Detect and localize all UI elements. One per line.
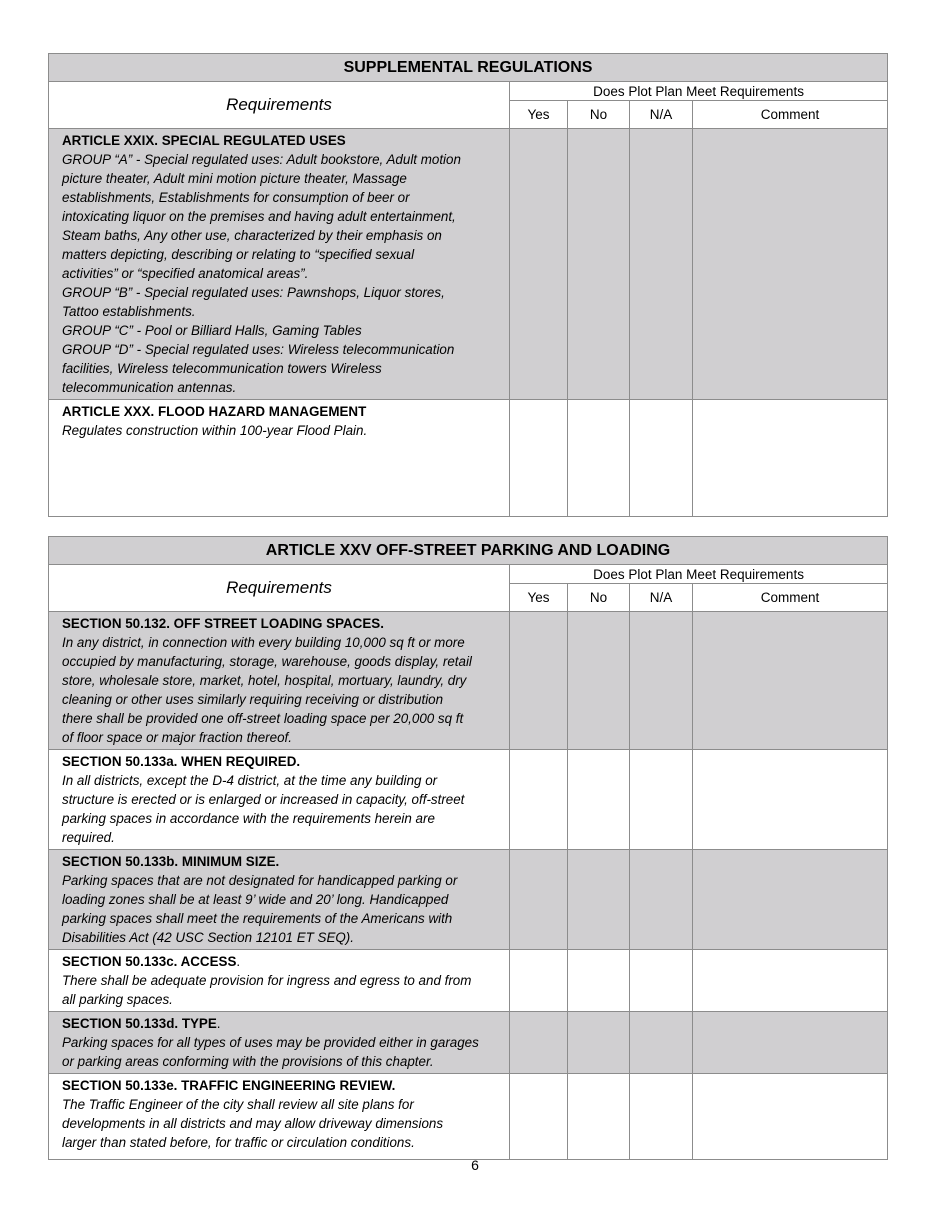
requirement-body: In any district, in connection with every building 10,000 sq ft or more occupied by manufacturing, storage, warehouse, goods display, retail store, wholesale store, market, hotel, hospital, mortuary, laundry, dry cleaning or other uses similarly requiring receiving or distribution there shall be provided one off-street loading space per 20,000 sq ft of floor space or major fraction thereof. (62, 635, 472, 745)
requirement-body: Parking spaces that are not designated for handicapped parking or loading zones shall be at least 9’ wide and 20’ long. Handicapped parking spaces shall meet the requirements of the Americans with Disabilities Act (42 USC Section 12101 ET SEQ). (62, 873, 458, 945)
no-header: No (568, 584, 630, 612)
requirement-cell (49, 612, 510, 750)
na-cell[interactable] (630, 1074, 693, 1160)
requirement-cell (49, 400, 510, 517)
table-row (49, 1074, 888, 1160)
comment-header: Comment (693, 584, 888, 612)
table-title: ARTICLE XXV OFF-STREET PARKING AND LOADING (49, 537, 888, 565)
requirement-heading: SECTION 50.132. OFF STREET LOADING SPACES. (62, 616, 384, 631)
heading-suffix: . (236, 954, 241, 969)
plot-plan-header: Does Plot Plan Meet Requirements (510, 82, 888, 101)
requirements-header: Requirements (49, 82, 510, 129)
table-row (49, 950, 888, 1012)
no-cell[interactable] (568, 1074, 630, 1160)
comment-header: Comment (693, 101, 888, 129)
requirements-header: Requirements (49, 565, 510, 612)
requirement-heading: ARTICLE XXIX. SPECIAL REGULATED USES (62, 133, 346, 148)
off-street-parking-table (48, 536, 888, 1160)
requirement-heading: SECTION 50.133e. TRAFFIC ENGINEERING REVIEW. (62, 1078, 396, 1093)
comment-cell[interactable] (693, 950, 888, 1012)
table-row (49, 129, 888, 400)
comment-cell[interactable] (693, 1074, 888, 1160)
requirement-body: Parking spaces for all types of uses may be provided either in garages or parking areas conforming with the provisions of this chapter. (62, 1035, 479, 1069)
comment-cell[interactable] (693, 129, 888, 400)
requirement-body: In all districts, except the D-4 district, at the time any building or structure is erected or is enlarged or increased in capacity, off-street parking spaces in accordance with the requirements herein are required. (62, 773, 465, 845)
yes-cell[interactable] (510, 950, 568, 1012)
requirement-heading: SECTION 50.133b. MINIMUM SIZE. (62, 854, 280, 869)
comment-cell[interactable] (693, 612, 888, 750)
no-cell[interactable] (568, 612, 630, 750)
requirement-cell (49, 750, 510, 850)
table-row (49, 612, 888, 750)
na-cell[interactable] (630, 129, 693, 400)
requirement-body: Regulates construction within 100-year Flood Plain. (62, 423, 368, 438)
requirement-body: The Traffic Engineer of the city shall review all site plans for developments in all districts and may allow driveway dimensions larger than stated before, for traffic or circulation conditions. (62, 1097, 444, 1150)
na-cell[interactable] (630, 612, 693, 750)
comment-cell[interactable] (693, 1012, 888, 1074)
table-row (49, 750, 888, 850)
yes-header: Yes (510, 584, 568, 612)
requirement-body: There shall be adequate provision for ingress and egress to and from all parking spaces. (62, 973, 472, 1007)
requirement-cell (49, 850, 510, 950)
requirement-cell (49, 1074, 510, 1160)
requirement-cell (49, 129, 510, 400)
requirement-heading: SECTION 50.133c. ACCESS (62, 954, 237, 969)
no-cell[interactable] (568, 129, 630, 400)
comment-cell[interactable] (693, 400, 888, 517)
requirement-cell (49, 1012, 510, 1074)
heading-suffix: . (216, 1016, 221, 1031)
requirement-heading: SECTION 50.133a. WHEN REQUIRED. (62, 754, 301, 769)
table-row (49, 1012, 888, 1074)
yes-header: Yes (510, 101, 568, 129)
table-row (49, 850, 888, 950)
requirement-heading: SECTION 50.133d. TYPE (62, 1016, 217, 1031)
supplemental-regulations-table (48, 53, 888, 517)
requirement-body: GROUP “A” - Special regulated uses: Adult bookstore, Adult motion picture theater, Adult mini motion picture theater, Massage establishments, Establishments for consumption of beer or intoxicating liquor on the premises and having adult entertainment, Steam baths, Any other use, characterized by their emphasis on matters depicting, describing or relating to “specified sexual activities” or “specified anatomical areas”. GROUP “B” - Special regulated uses: Pawnshops, Liquor stores, Tattoo establishments. GROUP “C” - Pool or Billiard Halls, Gaming Tables GROUP “D” - Special regulated uses: Wireless telecommunication facilities, Wireless telecommunication towers Wireless telecommunication antennas. (62, 152, 461, 395)
plot-plan-header: Does Plot Plan Meet Requirements (510, 565, 888, 584)
yes-cell[interactable] (510, 750, 568, 850)
no-cell[interactable] (568, 400, 630, 517)
requirement-cell (49, 950, 510, 1012)
no-cell[interactable] (568, 750, 630, 850)
table-title: SUPPLEMENTAL REGULATIONS (49, 54, 888, 82)
yes-cell[interactable] (510, 400, 568, 517)
na-header: N/A (630, 584, 693, 612)
comment-cell[interactable] (693, 750, 888, 850)
no-cell[interactable] (568, 1012, 630, 1074)
na-cell[interactable] (630, 400, 693, 517)
na-cell[interactable] (630, 850, 693, 950)
no-header: No (568, 101, 630, 129)
yes-cell[interactable] (510, 850, 568, 950)
page-number: 6 (471, 1157, 479, 1173)
table-row (49, 400, 888, 517)
requirement-heading: ARTICLE XXX. FLOOD HAZARD MANAGEMENT (62, 404, 367, 419)
na-header: N/A (630, 101, 693, 129)
no-cell[interactable] (568, 950, 630, 1012)
yes-cell[interactable] (510, 1074, 568, 1160)
yes-cell[interactable] (510, 1012, 568, 1074)
na-cell[interactable] (630, 950, 693, 1012)
na-cell[interactable] (630, 750, 693, 850)
no-cell[interactable] (568, 850, 630, 950)
yes-cell[interactable] (510, 612, 568, 750)
comment-cell[interactable] (693, 850, 888, 950)
yes-cell[interactable] (510, 129, 568, 400)
na-cell[interactable] (630, 1012, 693, 1074)
